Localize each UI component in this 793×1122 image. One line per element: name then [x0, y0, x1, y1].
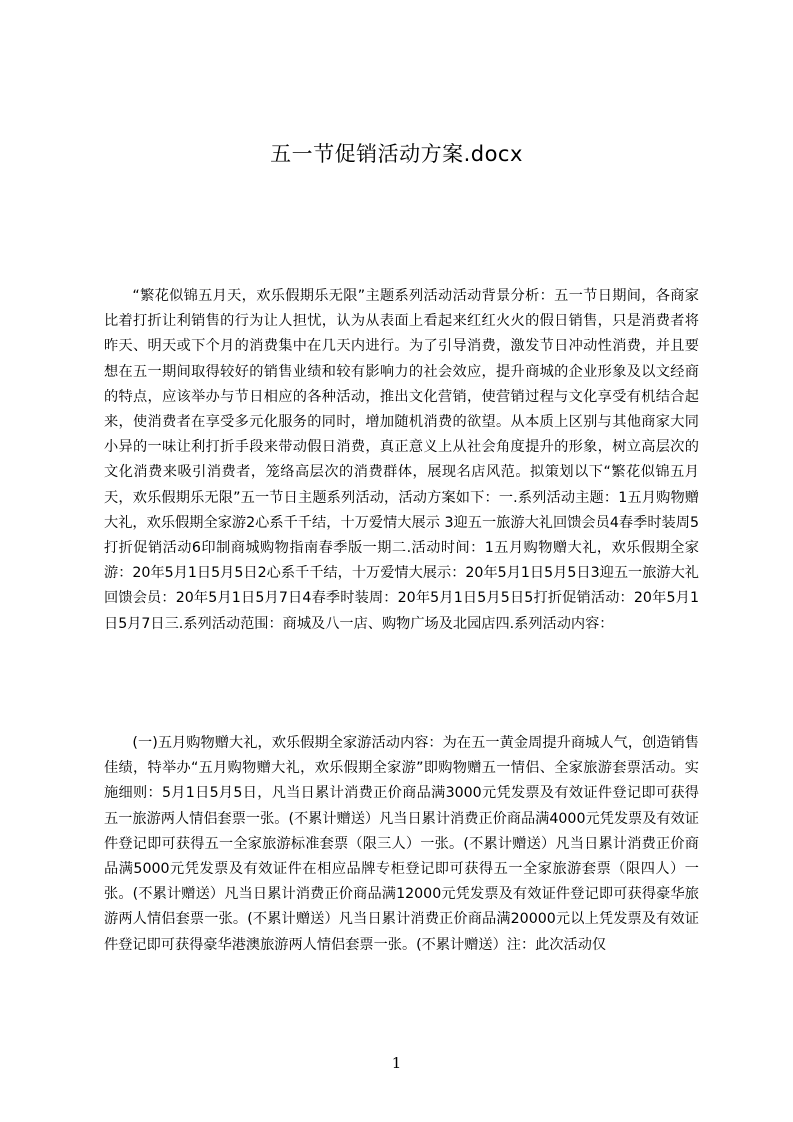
paragraph-background-analysis: “繁花似锦五月天，欢乐假期乐无限”主题系列活动活动背景分析：五一节日期间，各商家比着打折让利销售的行为让人担忧，认为从表面上看起来红红火火的假日销售，只是消费者将昨天、明天或下个月的消费集中在几天内进行。为了引导消费，激发节日冲动性消费，并且要想在五一期间取得较好的销售业绩和较有影响力的社会效应，提升商城的企业形象及以文经商的特点，应该举办与节日相应的各种活动，推出文化营销，使营销过程与文化享受有机结合起来，使消费者在享受多元化服务的同时，增加随机消费的欲望。从本质上区别与其他商家大同小异的一味让利打折手段来带动假日消费，真正意义上从社会角度提升的形象，树立高层次的文化消费来吸引消费者，笼络高层次的消费群体，展现名店风范。拟策划以下“繁花似锦五月天，欢乐假期乐无限”五一节日主题系列活动，活动方案如下：一.系列活动主题：1五月购物赠大礼，欢乐假期全家游2心系千千结，十万爱情大展示 3迎五一旅游大礼回馈会员4春季时装周5打折促销活动6印制商城购物指南春季版一期二.活动时间：1五月购物赠大礼，欢乐假期全家游：20年5月1日5月5日2心系千千结，十万爱情大展示：20年5月1日5月5日3迎五一旅游大礼回馈会员：20年5月1日5月7日4春季时装周：20年5月1日5月5日5打折促销活动：20年5月1日5月7日三.系列活动范围：商城及八一店、购物广场及北园店四.系列活动内容：: [104, 288, 699, 632]
paragraph-may-gift-activity: (一)五月购物赠大礼，欢乐假期全家游活动内容：为在五一黄金周提升商城人气，创造销售佳绩，特举办“五月购物赠大礼，欢乐假期全家游”即购物赠五一情侣、全家旅游套票活动。实施细则：5月1日5月5日，凡当日累计消费正价商品满3000元凭发票及有效证件登记即可获得五一旅游两人情侣套票一张。(不累计赠送）凡当日累计消费正价商品满4000元凭发票及有效证件登记即可获得五一全家旅游标准套票（限三人）一张。(不累计赠送）凡当日累计消费正价商品满5000元凭发票及有效证件在相应品牌专柜登记即可获得五一全家旅游套票（限四人）一张。(不累计赠送）凡当日累计消费正价商品满12000元凭发票及有效证件登记即可获得豪华旅游两人情侣套票一张。(不累计赠送）凡当日累计消费正价商品满20000元以上凭发票及有效证件登记即可获得豪华港澳旅游两人情侣套票一张。(不累计赠送）注：此次活动仅: [104, 735, 699, 953]
document-title: 五一节促销活动方案.docx: [270, 142, 523, 166]
page-number: 1: [391, 1054, 402, 1072]
